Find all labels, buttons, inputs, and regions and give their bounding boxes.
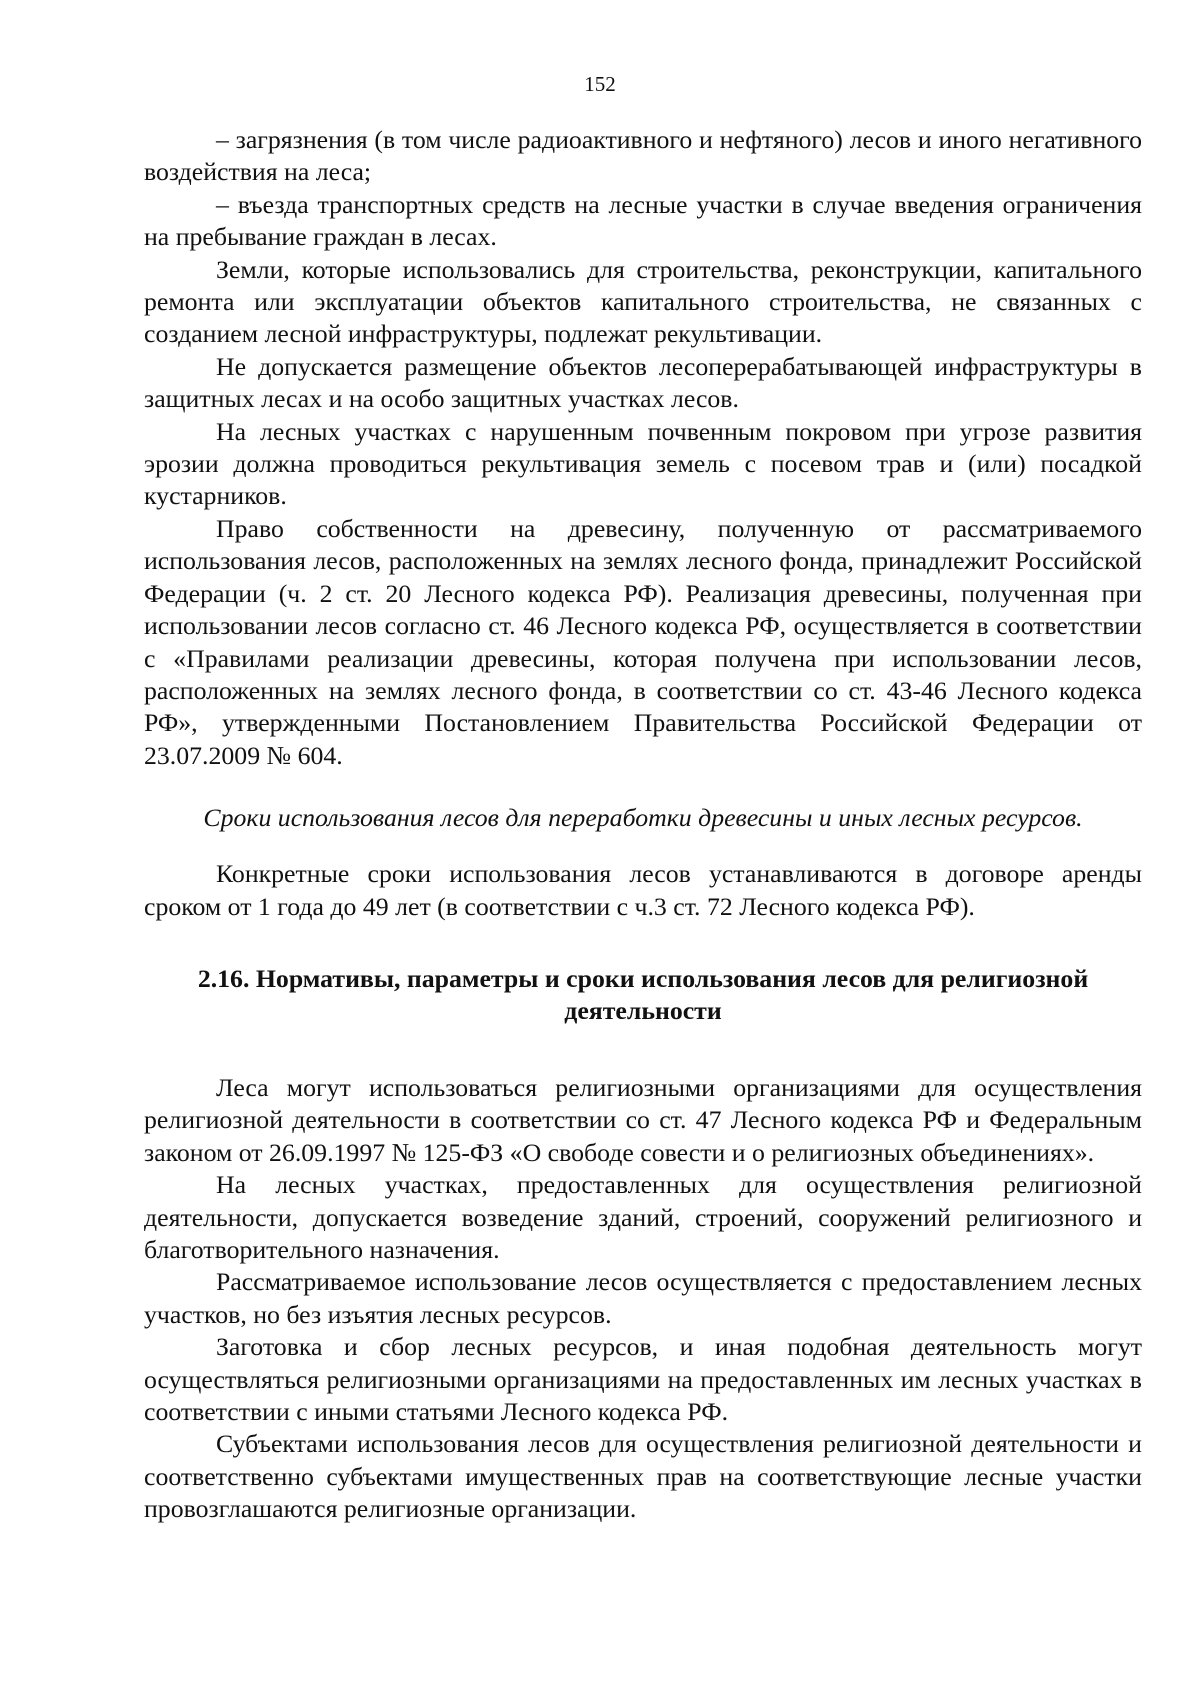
paragraph-no-withdrawal: Рассматриваемое использование лесов осуществляется с предоставлением лесных участков, но без изъятия лесных ресурсов. <box>144 1267 1142 1329</box>
paragraph-erosion: На лесных участках с нарушенным почвенным покровом при угрозе развития эрозии должна проводиться рекультивация земель с посевом трав и (или) посадкой кустарников. <box>144 416 1142 511</box>
paragraph-lease-terms: Конкретные сроки использования лесов устанавливаются в договоре аренды сроком от 1 года до 49 лет (в соответствии с ч.3 ст. 72 Лесного кодекса РФ). <box>144 859 1142 921</box>
paragraph-harvesting: Заготовка и сбор лесных ресурсов, и иная подобная деятельность могут осуществляться религиозными организациями на предоставленных им лесных участках в соответствии с иными статьями Лесного кодекса РФ. <box>144 1332 1142 1426</box>
page-content <box>144 124 1142 1526</box>
subheading-usage-terms: Сроки использования лесов для переработки древесины и иных лесных ресурсов. <box>203 803 1083 833</box>
paragraph-subjects: Субъектами использования лесов для осуществления религиозной деятельности и соответственно субъектами имущественных прав на соответствующие лесные участки провозглашаются религиозные организации. <box>144 1429 1142 1524</box>
paragraph-infrastructure-restriction: Не допускается размещение объектов лесоперерабатывающей инфраструктуры в защитных лесах и на особо защитных участках лесов. <box>144 351 1142 414</box>
page-number: 152 <box>584 72 616 96</box>
section-heading: 2.16. Нормативы, параметры и сроки использования лесов для религиозной деятельности <box>197 963 1089 1026</box>
paragraph-pollution: – загрязнения (в том числе радиоактивного и нефтяного) лесов и иного негативного воздействия на леса; <box>144 125 1142 187</box>
paragraph-construction: На лесных участках, предоставленных для осуществления религиозной деятельности, допускается возведение зданий, строений, сооружений религиозного и благотворительного назначения. <box>144 1170 1142 1264</box>
paragraph-vehicle-entry: – въезда транспортных средств на лесные участки в случае введения ограничения на пребывание граждан в лесах. <box>144 189 1142 252</box>
paragraph-timber-ownership: Право собственности на древесину, полученную от рассматриваемого использования лесов, расположенных на землях лесного фонда, принадлежит Российской Федерации (ч. 2 ст. 20 Лесного кодекса РФ). Реализация древесины, полученная при использовании лесов согласно ст. 46 Лесного кодекса РФ, осуществляется в соответствии с «Правилами реализации древесины, которая получена при использовании лесов, расположенных на землях лесного фонда, в соответствии со ст. 43-46 Лесного кодекса РФ», утвержденными Постановлением Правительства Российской Федерации от 23.07.2009 № 604. <box>144 513 1142 770</box>
paragraph-land-reclamation: Земли, которые использовались для строительства, реконструкции, капитального ремонта или эксплуатации объектов капитального строительства, не связанных с созданием лесной инфраструктуры, подлежат рекультивации. <box>144 254 1142 349</box>
paragraph-religious-use: Леса могут использоваться религиозными организациями для осуществления религиозной деятельности в соответствии со ст. 47 Лесного кодекса РФ и Федеральным законом от 26.09.1997 № 125-ФЗ «О свободе совести и о религиозных объединениях». <box>144 1072 1142 1167</box>
